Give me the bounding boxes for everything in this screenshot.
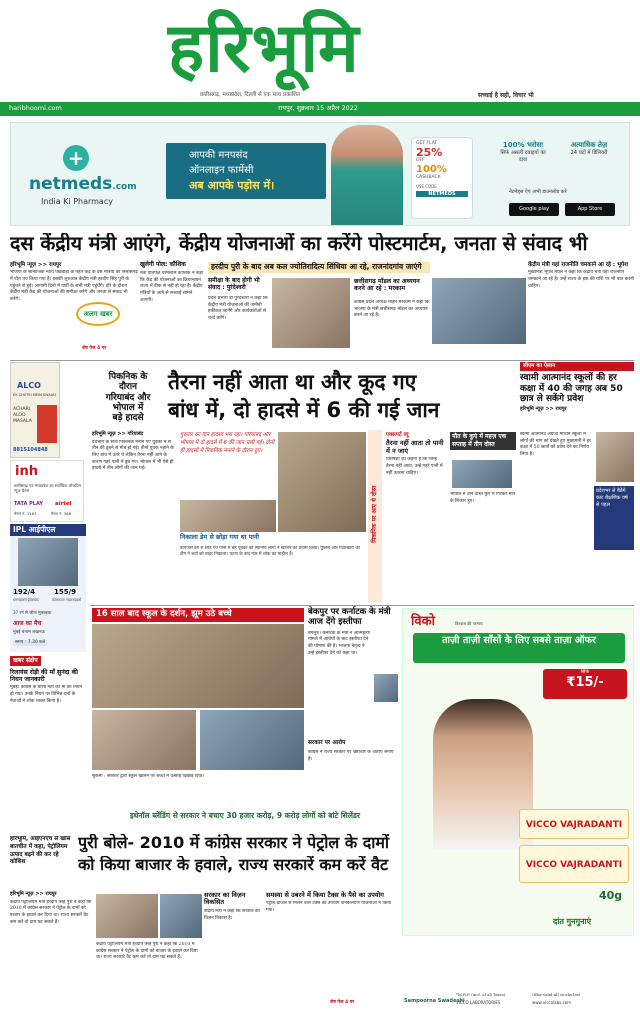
side-kicker <box>368 430 382 602</box>
team-2: कोलकाता नाइटराइडर्स <box>52 598 81 602</box>
well-headline[interactable]: मौत के कुएं में महज़ एक सप्ताह में तीन दोस्त <box>452 433 507 449</box>
photo-leaders <box>272 278 350 348</box>
photo-caption: निकाला डेम से छोड़ा गया था पानी <box>180 533 260 541</box>
inh-line: छत्तीसगढ़ एवं मध्यप्रदेश का सर्वाधिक लोकप्रिय न्यूज़ चैनल <box>14 483 82 494</box>
well-headline-band <box>450 432 516 450</box>
col5-headline[interactable]: केंद्रीय मंत्री यहां राजनीति चमकाने आ रहे : भूपेश <box>528 262 629 268</box>
bottom-col4 <box>266 892 400 1010</box>
bottom-col4-body: पेट्रोल-डीजल से मिलने वाले टैक्स का उपयोग जनकल्याण योजनाओं में किया गया। <box>266 901 392 914</box>
ad-alco[interactable] <box>10 362 60 458</box>
swami-box: प्रदेशभर से बैठेंगे कार शैक्षणिक वर्ष से पहल <box>594 486 634 550</box>
vicco-brand: विको <box>411 614 435 629</box>
trust-badge-2 <box>559 141 619 185</box>
khabar-label: खबर संक्षेप <box>10 656 41 666</box>
divider <box>10 360 634 361</box>
vicco-note-2: Offer valid till stocks last <box>532 992 581 997</box>
col4-headline[interactable]: छत्तीसगढ़ मॉडल का अध्ययन करने आ रहे : मरकाम <box>354 278 420 293</box>
col3-headline[interactable]: हरदीप पुरी के बाद अब कल ज्योतिरादित्य सिंधिया आ रहे, राजनांदगांव जाएंगे <box>211 262 422 271</box>
bottom-headline-1[interactable]: पुरी बोले- 2010 में कांग्रेस सरकार ने पेट्रोल के दामों <box>78 834 390 852</box>
lead-col5 <box>528 262 634 352</box>
col4-body: कांग्रेस प्रदेश अध्यक्ष मोहन मरकाम ने कहा कि भाजपा के मंत्री छत्तीसगढ़ मॉडल का अध्ययन करने आ रहे हैं। <box>354 300 430 319</box>
vicco-product-2: VICCO VAJRADANTI <box>525 860 623 870</box>
vicco-model <box>433 699 533 849</box>
offer-top: GET FLAT <box>416 141 438 146</box>
bottom-col3-body: केंद्रीय मंत्री ने कहा कि सरकार का विज़न विकास है। <box>204 908 260 921</box>
photo-caption-body: बायपास डेम से छोड़े गए पानी में बहे युवकों को स्थानीय लोगों ने खोजने का प्रयास किया। पुलिस और गोताखोरों की टीम ने शवों को बाहर निकाला। घटना के बाद गांव में शोक का माहौल है। <box>180 546 360 558</box>
vicco-offer-band <box>413 633 625 663</box>
trust2: अत्याधिक तेज़ <box>570 141 608 149</box>
accident-byline: हरिभूमि न्यूज़ >> गरियाबंद <box>92 431 144 437</box>
bottom-kicker: हरिभूमि, आईएनएच से खास बातचीत में कहा, पेट्रोलियम उत्पाद बढ़ने की कर रहे कोशिश <box>10 836 71 866</box>
brief-headline[interactable]: रिलायंस रोड़ी की माँ सुनंदा की निधन जानकारी <box>10 669 79 684</box>
lead-headline[interactable]: दस केंद्रीय मंत्री आएंगे, केंद्रीय योजनाओं का करेंगे पोस्टमार्टम, जनता से संवाद भी <box>10 233 588 255</box>
school-caption: सुकमा : सरकार द्वारा स्कूल खोलने पर बच्चों में उत्साह दिखाई दिया। <box>92 774 205 779</box>
ad-line1: आपकी मनपसंद <box>189 150 248 161</box>
channel-1: चैनल नं. 1163 <box>14 511 37 516</box>
ipl-photo <box>18 538 78 586</box>
bottom-col3 <box>204 892 264 1010</box>
accident-quote: गुरुवार का दिन हादसों भरा रहा। गरियाबंद और भोपाल में दो हादसे में 6 की जान चली गई। दोनों ही हादसों में पिकनिक मनाने के दौरान हुए। <box>180 432 275 454</box>
alco-phone: 8815104848 <box>13 447 48 453</box>
ad-brand-sub: India Ki Pharmacy <box>41 197 113 206</box>
app-store-button[interactable]: App Store <box>565 203 615 216</box>
masthead-bar <box>0 102 640 116</box>
karnataka-story <box>308 608 398 808</box>
match-result: 37 रन से जीता मुकाबला <box>13 610 52 615</box>
swami-kicker: सीएम का ऐलान <box>520 362 634 371</box>
plus-icon: + <box>63 145 89 171</box>
trust1b: सिर्फ असली दवाइयों का दावा <box>500 150 546 164</box>
vicco-line: ताज़ी ताज़ी साँसों के लिए सबसे ताज़ा ऑफर <box>442 635 596 646</box>
dam-photo <box>180 500 276 532</box>
vicco-product-1: VICCO VAJRADANTI <box>525 820 623 830</box>
ad-netmeds[interactable] <box>10 122 630 226</box>
school-photo-2 <box>92 710 196 770</box>
cash-label: CASHBACK <box>416 175 441 181</box>
school-headline[interactable]: 16 साल बाद स्कूल के दर्शन, झूम उठे बच्चे <box>96 609 232 619</box>
bottom-body: केंद्रीय पेट्रोलियम मंत्री हरदीप सिंह पुरी ने कहा कि 2010 में कांग्रेस सरकार ने पेट्रोल के दामों को बाजार के हवाले कर दिया था। राज्य सरकारें वैट कम करें तो दाम घट सकते हैं। <box>10 899 92 925</box>
google-play-button[interactable]: Google play <box>509 203 559 216</box>
accident-kicker-3: गरियाबंद और <box>105 392 151 403</box>
ad-brand-suffix: .com <box>112 182 137 192</box>
col5-body: मुख्यमंत्री भूपेश बघेल ने कहा कि केंद्रीय मंत्री यहां राजनीति चमकाने आ रहे हैं। उन्हें राज्य के हक की राशि पर भी बात करनी चाहिए। <box>528 270 634 289</box>
tata-play: TATA PLAY <box>14 501 43 507</box>
expert-headline[interactable]: तैरना नहीं आता तो पानी में न जाएं <box>386 439 444 455</box>
ad-line2: ऑनलाइन फार्मेसी <box>189 165 254 176</box>
dateline: रायपुर, शुक्रवार 15 अप्रैल 2022 <box>278 104 359 112</box>
side-kicker-text: पिकनिक पर आए थे दोस्त <box>370 485 378 543</box>
masthead-tagline-right: सच्चाई है सही, विचार भी <box>478 92 534 99</box>
alco-tag: EK CHUTKI MEIN SWAAD <box>13 393 56 397</box>
well-body: भोपाल में तीन दोस्त कुएं में गिरकर मौत के शिकार हुए। <box>450 492 516 504</box>
strip-text[interactable]: इथेनॉल ब्लेंडिंग से सरकार ने बचाए 30 हजार करोड़, 9 करोड़ लोगों को बांटे सिलेंडर <box>129 811 361 820</box>
swami-byline: हरिभूमि न्यूज़ >> रायपुर <box>520 406 567 413</box>
alag-khabar-badge <box>76 302 120 326</box>
bottom-photo-2 <box>160 894 202 938</box>
vicco-mfr: VICCO LABORATORIES <box>456 1000 501 1005</box>
bottom-byline: हरिभूमि न्यूज़ >> रायपुर <box>10 891 57 897</box>
swami-photo <box>596 432 634 482</box>
vicco-weight: 40g <box>599 889 623 902</box>
score-1: 192/4 <box>13 588 36 596</box>
well-box <box>450 432 516 602</box>
bottom-col4-head[interactable]: समस्या से उबरने में किया टैक्स के पैसे का उपयोग <box>266 891 384 899</box>
alco-brand: ALCO <box>17 381 41 390</box>
offer-pct: 25% <box>416 146 443 160</box>
trust1: 100% भरोसा <box>502 141 544 149</box>
today-label: आज का मैच <box>13 620 42 627</box>
ad-brand: netmeds <box>29 174 113 194</box>
trust-badge-1 <box>496 141 550 185</box>
swami-headline[interactable]: स्वामी आत्मानंद स्कूलों की हर कक्षा में 40 की जगह अब 50 छात्र ले सकेंगे प्रवेश <box>520 373 623 405</box>
bottom-col3-head[interactable]: सरकार का विज़न विकसित <box>204 891 246 907</box>
vicco-tube-2 <box>519 845 629 883</box>
divider-2 <box>90 605 634 606</box>
bottom-photo-1 <box>96 894 158 938</box>
channel-2: चैनल नं. 368 <box>51 511 72 516</box>
today-time: समय : 7.30 बजे <box>15 640 46 645</box>
expert-body: विशेषज्ञों का कहना है कि जिन्हें तैरना नहीं आता, उन्हें गहरे पानी में नहीं उतरना चाहिए। <box>386 457 443 476</box>
school-story <box>92 608 304 808</box>
trust2b: 24 घंटों में डिलिवरी <box>570 150 608 157</box>
model-figure <box>331 125 403 225</box>
col3-subhead: समीक्षा के बाद होगी भी संवाद : पुरंदेश्वरी <box>208 277 260 291</box>
karnataka-body: बेंगलुरु। कर्नाटक के मंत्री ने आत्महत्या मामले में आरोपों के बाद इस्तीफा देने की घोषणा की है। भाजपा नेतृत्व ने उन्हें इस्तीफा देने को कहा था। <box>308 630 371 656</box>
karnataka-photo <box>374 674 398 702</box>
swami-body: स्वामी आत्मानंद अंग्रेजी माध्यम स्कूलों में लोगों की मांग को देखते हुए मुख्यमंत्री ने हर कक्षा में 50 छात्रों को प्रवेश देने का निर्णय लिया है। <box>520 432 591 457</box>
accident-headline-1[interactable]: तैरना नहीं आता था और कूद गए <box>168 370 417 394</box>
bottom-headline-2[interactable]: को किया बाजार के हवाले, राज्य सरकारें कम करें वैट <box>78 856 389 874</box>
vicco-note-1: *M.R.P. (incl. of all Taxes) <box>456 992 506 997</box>
vicco-tube-1 <box>519 809 629 839</box>
alco-product: ACHARI ALOO MASALA <box>13 407 32 425</box>
accident-body: देवभोग के साथ पिकनिक मनाने गए युवकों में से तीन की डूबने से मौत हो गई। तीनों युवक नहाने के लिए बांध में उतरे थे लेकिन तैरना नहीं आने के कारण गहरे पानी में डूब गए। भोपाल में भी ऐसे ही हादसे में तीन लोगों की जान गई। <box>92 439 174 472</box>
school-headline-band <box>92 608 304 622</box>
accident-photo <box>278 432 366 532</box>
brief-body: मुंबई। कांग्रेस के वरिष्ठ नेता की माँ का निधन हो गया। उनके निधन पर विभिन्न दलों के नेताओं ने शोक व्यक्त किया है। <box>10 685 83 704</box>
team-1: सनराइजर्स हैदराबाद <box>13 598 39 602</box>
download-text: नेटमेड्स ऐप अभी डाउनलोड करें <box>509 189 567 195</box>
lead-body: भाजपा के सामाजिक न्याय पखवाड़ा के तहत केंद्र के दस मंत्रियों का छत्तीसगढ़ में दौरा तय किया गया है। इसकी शुरुआत केंद्रीय मंत्री हरदीप सिंह पुरी के पहुंचने से हुई। आगामी दिनों में पार्टी के सभी मंत्री पहुंचेंगे। दौरे के दौरान केंद्रीय मंत्री केंद्र की योजनाओं की समीक्षा करेंगे और जनता से संवाद भी करेंगे। <box>10 270 138 302</box>
vicco-tag: दांत गुनगुनाएं <box>553 917 592 926</box>
price-value: ₹15/- <box>566 674 604 690</box>
airtel: airtel <box>55 501 72 507</box>
masthead-tagline-left: छत्तीसगढ़, मध्यप्रदेश, दिल्ली से एक साथ प्रकाशित <box>200 92 301 98</box>
lead-col2 <box>140 262 206 342</box>
score-2: 155/9 <box>54 588 77 596</box>
accident-kicker-4: भोपाल में <box>112 403 144 414</box>
today-match: मुंबई बनाम लखनऊ <box>13 630 46 635</box>
col2-kicker: खुलेगी पोल: कौशिक <box>140 261 186 268</box>
expert-box <box>386 432 446 602</box>
lead-cont[interactable]: शेष पेज 4 पर <box>82 346 107 351</box>
code-label: USE CODE <box>416 184 437 190</box>
offer-off: OFF <box>416 158 425 164</box>
ipl-title: IPL आईपीएल <box>10 524 86 536</box>
cash-pct: 100% <box>416 164 447 176</box>
school-photo-3 <box>200 710 304 770</box>
expert-label: एक्सपर्ट व्यू <box>386 432 409 438</box>
inh-logo: inh <box>15 464 38 479</box>
ad-vicco[interactable] <box>402 608 634 936</box>
vicco-brand-sub: विश्वास की परम्परा <box>455 621 483 626</box>
bottom-cont[interactable]: शेष पेज 4 पर <box>330 1000 355 1005</box>
brief-box <box>10 656 86 806</box>
vicco-brand-footer: Sampoorna Swadeshi <box>404 998 465 1004</box>
ipl-box <box>10 524 86 652</box>
offer-badge <box>411 137 473 219</box>
accident-headline-2[interactable]: बांध में, दो हादसे में 6 की गई जान <box>168 398 440 422</box>
lead-col1 <box>10 262 138 358</box>
price-box <box>543 669 627 699</box>
bottom-col1 <box>10 892 94 1010</box>
alag-label: अलग खबर <box>83 310 113 318</box>
accident-col1 <box>92 432 174 602</box>
karnataka-sub: सरकार पर आरोप <box>308 740 346 746</box>
karnataka-sub-body: कांग्रेस ने राज्य सरकार पर भ्रष्टाचार के आरोप लगाए हैं। <box>308 750 394 762</box>
site-url[interactable]: haribhoomi.com <box>9 104 62 112</box>
swami-story <box>520 362 634 602</box>
ad-vicco-footer <box>402 938 634 1010</box>
strip-headline <box>92 812 398 826</box>
alco-pack <box>37 405 57 443</box>
col2-body: नेता प्रतिपक्ष धरमलाल कौशिक ने कहा कि केंद्र की योजनाओं का क्रियान्वयन राज्य में ठीक से नहीं हो रहा है। केंद्रीय मंत्रियों के आने से सच्चाई सामने आएगी। <box>140 270 204 303</box>
well-photo <box>452 460 512 488</box>
col3-headline-band <box>208 262 430 273</box>
accident-kicker-1: पिकनिक के <box>108 372 148 382</box>
accident-kicker-5: बड़े हादसे <box>112 413 144 424</box>
photo-minister <box>432 278 526 344</box>
inh-box <box>10 460 84 522</box>
col3-body: प्रदेश प्रभारी डी पुरंदेश्वरी ने कहा कि केंद्रीय मंत्री योजनाओं की जमीनी हकीकत जानेंगे और कार्यकर्ताओं से चर्चा करेंगे। <box>208 296 268 321</box>
masthead-title: हरिभूमि <box>168 9 360 88</box>
vicco-site[interactable]: www.viccolabs.com <box>532 1000 572 1005</box>
masthead <box>0 0 640 118</box>
accident-kicker-2: दौरान <box>118 382 138 393</box>
karnataka-headline[interactable]: बेकपुर पर कर्नाटक के मंत्री आज देंगे इस्तीफा <box>308 607 391 627</box>
lead-byline: हरिभूमि न्यूज़ >> रायपुर <box>10 262 62 268</box>
bottom-body-2: केंद्रीय पेट्रोलियम मंत्री हरदीप सिंह पुरी ने कहा कि 2010 में कांग्रेस सरकार ने पेट्रोल के दामों को बाजार के हवाले कर दिया था। राज्य सरकारें वैट कम करें तो दाम घट सकते हैं। <box>96 942 198 961</box>
school-photo-1 <box>92 624 304 708</box>
price-label: सिर्फ <box>580 669 590 675</box>
lead-col3 <box>208 262 430 354</box>
ad-line3: अब आपके पड़ोस में। <box>189 179 275 192</box>
promo-code: NETMEDS <box>416 191 468 198</box>
